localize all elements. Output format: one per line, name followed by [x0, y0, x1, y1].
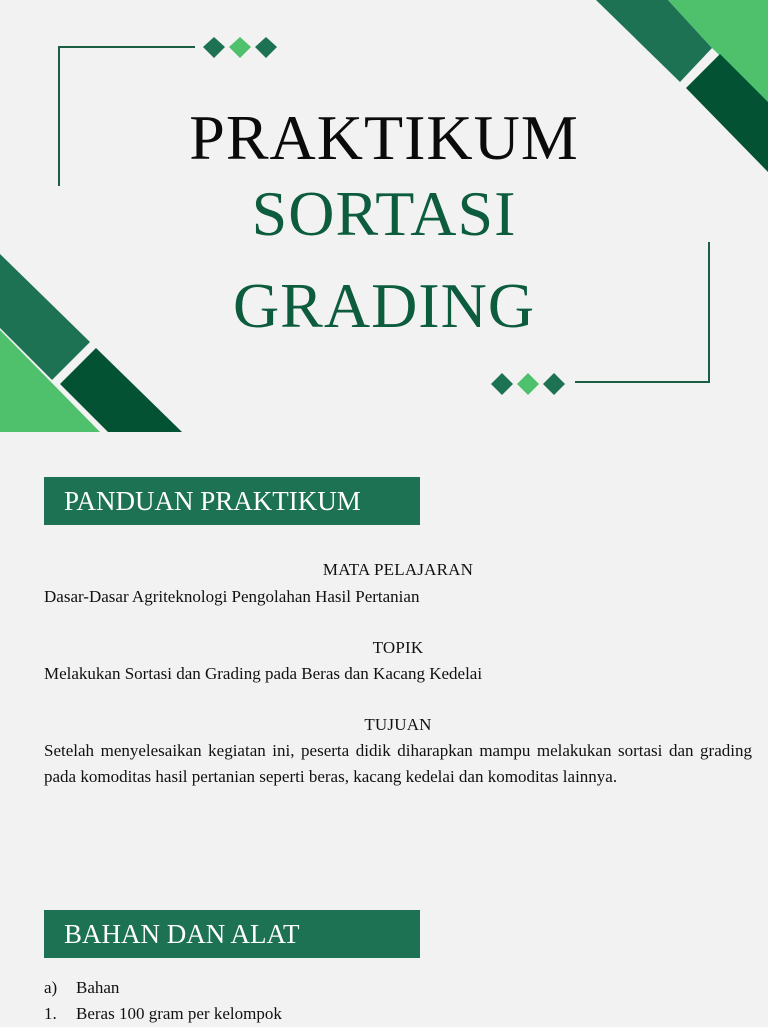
diamond-icon — [517, 373, 539, 395]
diamond-icon — [255, 37, 277, 58]
list-marker: a) — [44, 978, 58, 997]
heading-tujuan: TUJUAN — [364, 715, 432, 734]
heading-mata-pelajaran: MATA PELAJARAN — [322, 560, 474, 579]
list-item — [44, 975, 119, 1001]
heading-topik: TOPIK — [372, 638, 424, 657]
diamond-icon — [543, 373, 565, 395]
title-line-grading: GRADING — [232, 270, 536, 341]
text-tujuan: Setelah menyelesaikan kegiatan ini, peserta didik diharapkan mampu melakukan sortasi dan grading pada komoditas hasil pertanian seperti beras, kacang kedelai dan komoditas lainnya. — [44, 741, 752, 786]
title-line-sortasi: SORTASI — [251, 178, 517, 249]
diamond-icon — [229, 37, 251, 58]
title-line-praktikum: PRAKTIKUM — [189, 102, 579, 173]
list-item-text: Beras 100 gram per kelompok — [76, 1004, 282, 1023]
section-banner-panduan: PANDUAN PRAKTIKUM — [44, 477, 420, 525]
text-topik: Melakukan Sortasi dan Grading pada Beras dan Kacang Kedelai — [44, 664, 483, 683]
section-banner-bahan-alat: BAHAN DAN ALAT — [44, 910, 420, 958]
list-item-text: Bahan — [76, 978, 120, 997]
list-item — [44, 1001, 282, 1027]
diamond-icon — [203, 37, 225, 58]
text-mata-pelajaran: Dasar-Dasar Agriteknologi Pengolahan Hasil Pertanian — [44, 587, 420, 606]
diamond-icon — [491, 373, 513, 395]
list-marker: 1. — [44, 1004, 57, 1023]
